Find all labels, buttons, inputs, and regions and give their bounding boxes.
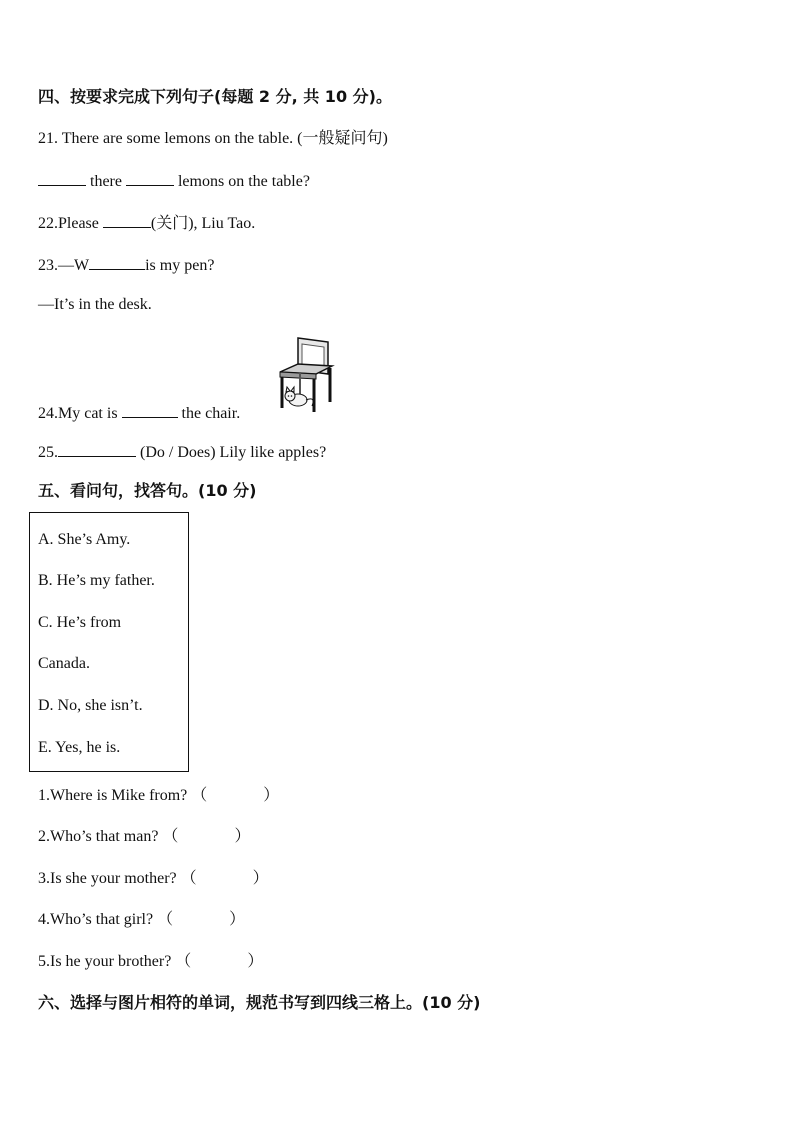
- answer-paren-close: ）: [229, 911, 246, 928]
- match-question-text: 2.Who’s that man?: [38, 828, 159, 845]
- q22-blank[interactable]: [103, 212, 151, 228]
- q25-blank[interactable]: [58, 441, 136, 457]
- answer-paren-close: ）: [263, 787, 280, 804]
- q23-line: [38, 254, 214, 276]
- q21-prompt: 21. There are some lemons on the table. (一般疑问句): [38, 130, 388, 147]
- q25-after: (Do / Does) Lily like apples?: [140, 444, 327, 461]
- section5-heading: 五、看问句，找答句。(10 分): [38, 481, 257, 500]
- match-question-1: [38, 786, 279, 806]
- option-c-continued: Canada.: [38, 655, 90, 672]
- match-question-text: 3.Is she your mother?: [38, 870, 177, 887]
- q22-after: (关门), Liu Tao.: [150, 215, 256, 232]
- q22-before: 22.Please: [38, 215, 99, 232]
- q24-before: 24.My cat is: [38, 405, 118, 422]
- q22-line: [38, 212, 255, 234]
- option-e: E. Yes, he is.: [38, 739, 121, 756]
- match-question-text: 5.Is he your brother?: [38, 953, 172, 970]
- option-b: B. He’s my father.: [38, 572, 155, 589]
- answer-paren-open: （: [191, 787, 208, 804]
- q24-after: the chair.: [181, 405, 241, 422]
- q23-reply: —It’s in the desk.: [38, 296, 152, 313]
- answer-paren-close: ）: [247, 953, 264, 970]
- q21-answer-rest: lemons on the table?: [177, 173, 310, 190]
- q24-blank[interactable]: [122, 402, 178, 418]
- q21-answer-line: [38, 170, 310, 192]
- answer-paren-open: （: [175, 953, 192, 970]
- option-c: C. He’s from: [38, 614, 122, 631]
- q21-blank-1[interactable]: [38, 170, 86, 186]
- answer-paren-close: ）: [234, 828, 251, 845]
- section6-heading: 六、选择与图片相符的单词，规范书写到四线三格上。(10 分): [38, 993, 481, 1012]
- q23-blank[interactable]: [89, 254, 145, 270]
- match-question-3: [38, 869, 269, 889]
- option-d: D. No, she isn’t.: [38, 697, 143, 714]
- q25-line: [38, 441, 326, 463]
- q23-before: 23.—W: [38, 257, 90, 274]
- option-a: A. She’s Amy.: [38, 531, 131, 548]
- answer-options-box: [29, 512, 189, 772]
- match-question-text: 4.Who’s that girl?: [38, 911, 154, 928]
- match-question-4: [38, 910, 245, 930]
- q24-line: [38, 402, 240, 424]
- match-question-2: [38, 827, 250, 847]
- answer-paren-open: （: [157, 911, 174, 928]
- section4-heading: 四、按要求完成下列句子(每题 2 分, 共 10 分)。: [38, 87, 392, 106]
- q21-word-there: there: [90, 173, 122, 190]
- q23-after: is my pen?: [145, 257, 215, 274]
- chair-with-cat-icon: [276, 336, 336, 416]
- match-question-text: 1.Where is Mike from?: [38, 787, 188, 804]
- match-question-5: [38, 952, 263, 972]
- answer-paren-open: （: [180, 870, 197, 887]
- answer-paren-open: （: [162, 828, 179, 845]
- answer-paren-close: ）: [252, 870, 269, 887]
- q25-before: 25.: [38, 444, 58, 461]
- q21-blank-2[interactable]: [126, 170, 174, 186]
